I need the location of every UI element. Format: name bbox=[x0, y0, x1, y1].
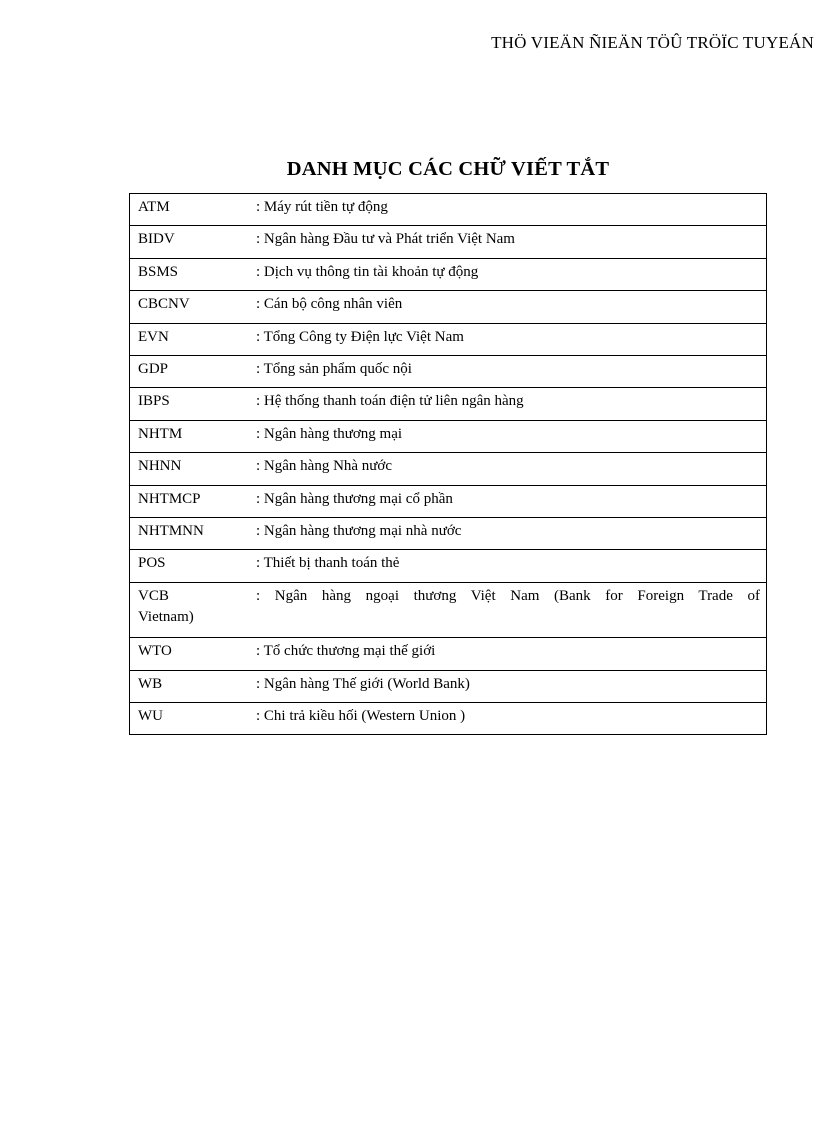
abbreviation-description: : Hệ thống thanh toán điện tử liên ngân hàng bbox=[256, 388, 767, 420]
abbreviation-description: : Ngân hàng Đầu tư và Phát triển Việt Nam bbox=[256, 226, 767, 258]
abbreviation-code: POS bbox=[130, 550, 257, 582]
abbreviation-description: : Ngân hàng thương mại cổ phần bbox=[256, 485, 767, 517]
document-title: DANH MỤC CÁC CHỮ VIẾT TẮT bbox=[286, 158, 610, 180]
abbreviation-code: WU bbox=[130, 702, 257, 734]
abbreviation-code: VCB bbox=[138, 587, 169, 604]
abbreviation-code: NHNN bbox=[130, 453, 257, 485]
abbreviation-row bbox=[130, 550, 767, 582]
abbreviation-row bbox=[130, 453, 767, 485]
abbreviation-description-continuation: Vietnam) bbox=[130, 607, 767, 638]
abbreviation-code: EVN bbox=[130, 323, 257, 355]
abbreviation-description: : Tổng sản phẩm quốc nội bbox=[256, 355, 767, 387]
abbreviation-row bbox=[130, 420, 767, 452]
page-header: THÖ VIEÄN ÑIEÄN TÖÛ TRÖÏC TUYEÁN bbox=[491, 33, 814, 52]
abbreviation-row bbox=[130, 517, 767, 549]
abbreviation-row bbox=[130, 638, 767, 670]
abbreviation-table bbox=[129, 193, 767, 735]
abbreviation-description: : Ngân hàng thương mại bbox=[256, 420, 767, 452]
abbreviation-row bbox=[130, 291, 767, 323]
abbreviation-description: : Cán bộ công nhân viên bbox=[256, 291, 767, 323]
abbreviation-code: BSMS bbox=[130, 258, 257, 290]
abbreviation-row bbox=[130, 194, 767, 226]
abbreviation-row bbox=[130, 582, 767, 607]
abbreviation-code: ATM bbox=[130, 194, 257, 226]
abbreviation-description: : Tổng Công ty Điện lực Việt Nam bbox=[256, 323, 767, 355]
abbreviation-code: WTO bbox=[130, 638, 257, 670]
abbreviation-row bbox=[130, 258, 767, 290]
abbreviation-row bbox=[130, 670, 767, 702]
abbreviation-description: : Thiết bị thanh toán thẻ bbox=[256, 550, 767, 582]
abbreviation-code: NHTMCP bbox=[130, 485, 257, 517]
abbreviation-row bbox=[130, 485, 767, 517]
abbreviation-row bbox=[130, 323, 767, 355]
abbreviation-description: : Ngân hàng ngoại thương Việt Nam (Bank for Foreign Trade of bbox=[256, 587, 760, 604]
abbreviation-description: : Chi trả kiều hối (Western Union ) bbox=[256, 702, 767, 734]
abbreviation-description: : Ngân hàng Nhà nước bbox=[256, 453, 767, 485]
abbreviation-row bbox=[130, 388, 767, 420]
abbreviation-code: BIDV bbox=[130, 226, 257, 258]
abbreviation-row bbox=[130, 226, 767, 258]
abbreviation-row bbox=[130, 355, 767, 387]
abbreviation-row-continuation bbox=[130, 607, 767, 638]
abbreviation-code: WB bbox=[130, 670, 257, 702]
abbreviation-row bbox=[130, 702, 767, 734]
abbreviation-description: : Ngân hàng Thế giới (World Bank) bbox=[256, 670, 767, 702]
abbreviation-table-body bbox=[130, 194, 767, 735]
abbreviation-code: NHTMNN bbox=[130, 517, 257, 549]
abbreviation-code: GDP bbox=[130, 355, 257, 387]
abbreviation-code: CBCNV bbox=[130, 291, 257, 323]
abbreviation-code: NHTM bbox=[130, 420, 257, 452]
abbreviation-description: : Ngân hàng thương mại nhà nước bbox=[256, 517, 767, 549]
abbreviation-description: : Tổ chức thương mại thế giới bbox=[256, 638, 767, 670]
abbreviation-description: : Dịch vụ thông tin tài khoản tự động bbox=[256, 258, 767, 290]
abbreviation-description: : Máy rút tiền tự động bbox=[256, 194, 767, 226]
abbreviation-code: IBPS bbox=[130, 388, 257, 420]
